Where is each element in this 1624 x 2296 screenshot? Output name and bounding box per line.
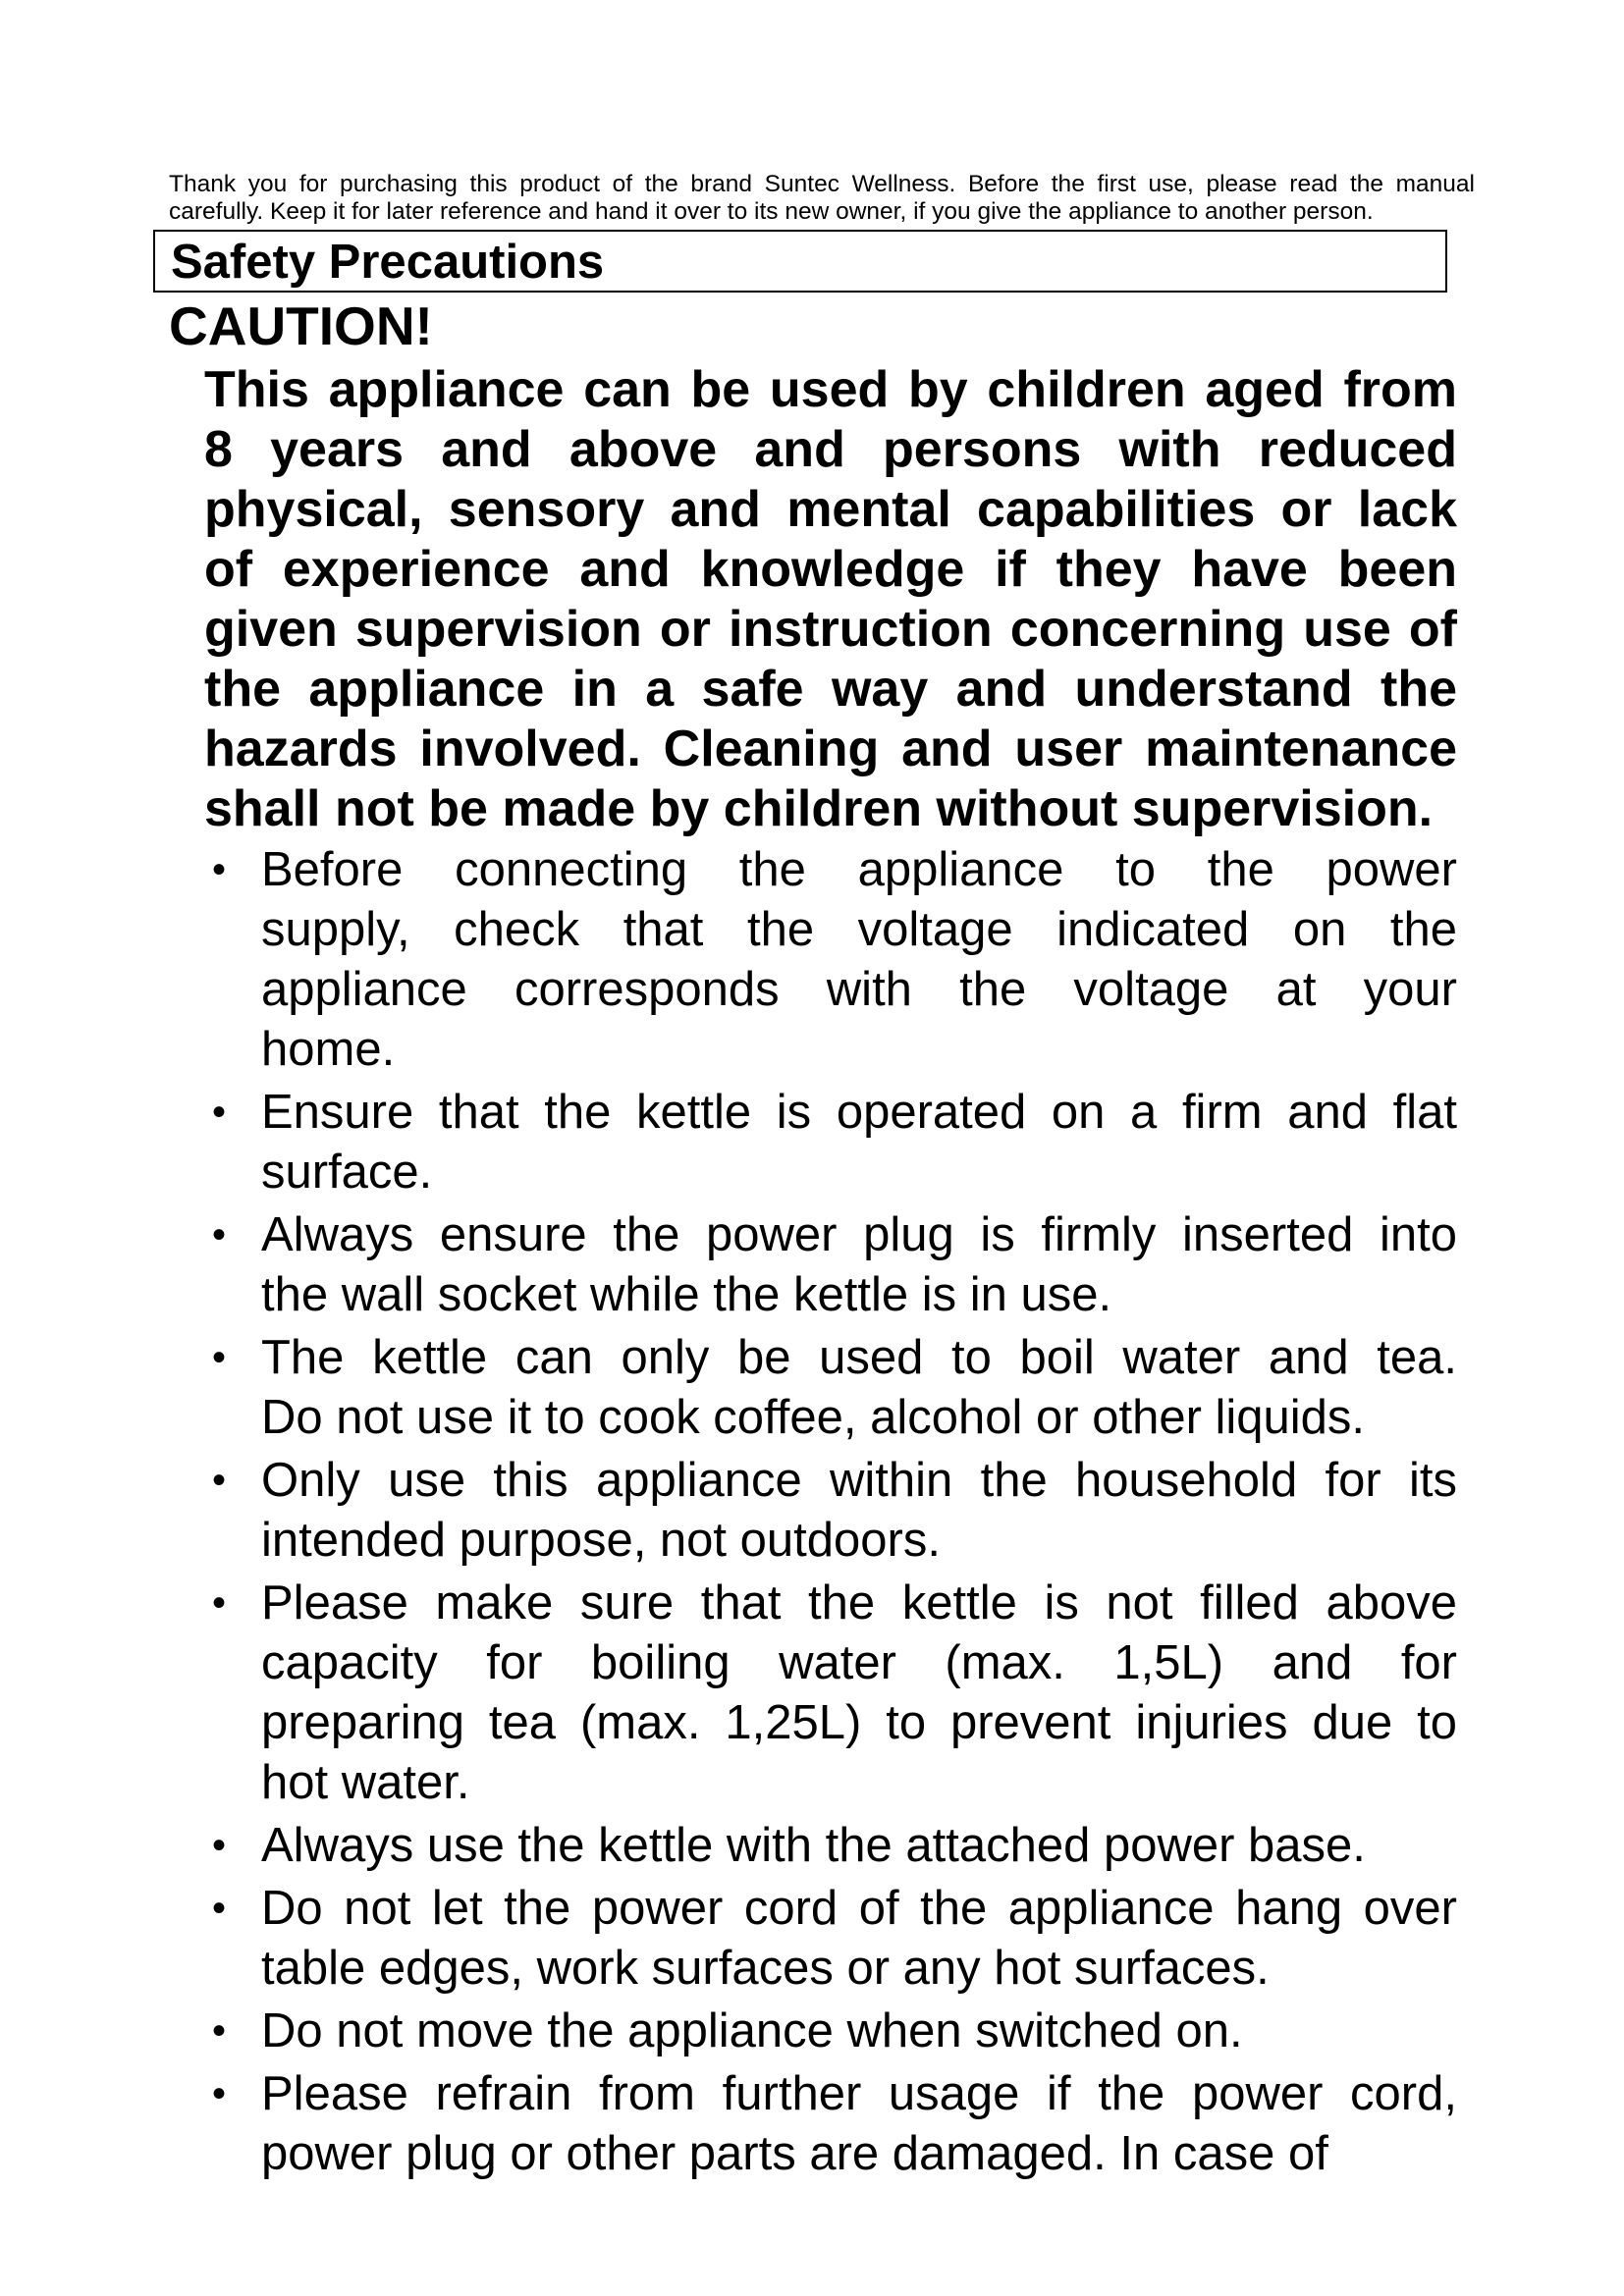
bullet-text-line: power plug or other parts are damaged. In case of xyxy=(261,2127,1328,2180)
safety-bullet-item xyxy=(204,1205,1457,1325)
bullet-text-line: hot water. xyxy=(261,1756,470,1809)
bullet-text-line: Do not move the appliance when switched on. xyxy=(261,2004,1243,2057)
safety-bullet-list xyxy=(204,840,1457,2187)
bullet-text-line: Only use this appliance within the household for its xyxy=(261,1454,1457,1507)
warning-line: hazards involved. Cleaning and user maintenance xyxy=(204,721,1457,777)
bullet-point-icon: • xyxy=(212,1213,227,1256)
section-title: Safety Precautions xyxy=(171,236,605,289)
bullet-point-icon: • xyxy=(212,1336,227,1379)
safety-bullet-item xyxy=(204,2064,1457,2184)
safety-bullet-item xyxy=(204,1451,1457,1571)
warning-line: shall not be made by children without supervision. xyxy=(204,780,1434,837)
bullet-text-line: surface. xyxy=(261,1146,433,1199)
intro-line: carefully. Keep it for later reference and hand it over to its new owner, if you give the appliance to another person. xyxy=(169,198,1374,225)
bullet-text-line: the wall socket while the kettle is in use. xyxy=(261,1268,1112,1321)
caution-warning-paragraph xyxy=(204,360,1457,839)
warning-line: of experience and knowledge if they have been xyxy=(204,541,1457,598)
bullet-point-icon: • xyxy=(212,1887,227,1930)
bullet-text-line: Ensure that the kettle is operated on a firm and flat xyxy=(261,1086,1457,1139)
section-heading-box xyxy=(153,230,1447,293)
bullet-text-line: Always ensure the power plug is firmly inserted into xyxy=(261,1208,1457,1261)
safety-bullet-item xyxy=(204,1083,1457,1202)
bullet-point-icon: • xyxy=(212,1459,227,1502)
bullet-text-line: preparing tea (max. 1,25L) to prevent injuries due to xyxy=(261,1696,1457,1749)
bullet-point-icon: • xyxy=(212,1824,227,1867)
bullet-text-line: table edges, work surfaces or any hot surfaces. xyxy=(261,1942,1270,1995)
bullet-text-line: intended purpose, not outdoors. xyxy=(261,1514,941,1567)
safety-bullet-item xyxy=(204,2002,1457,2061)
safety-bullet-item xyxy=(204,840,1457,1080)
warning-line: This appliance can be used by children aged from xyxy=(204,361,1457,418)
caution-heading: CAUTION! xyxy=(169,295,433,356)
bullet-text-line: Always use the kettle with the attached power base. xyxy=(261,1819,1366,1872)
bullet-text-line: Do not let the power cord of the appliance hang over xyxy=(261,1882,1457,1935)
warning-line: given supervision or instruction concerning use of xyxy=(204,601,1457,658)
bullet-point-icon: • xyxy=(212,1581,227,1625)
bullet-point-icon: • xyxy=(212,2072,227,2115)
bullet-text-line: Do not use it to cook coffee, alcohol or other liquids. xyxy=(261,1391,1366,1444)
bullet-point-icon: • xyxy=(212,1091,227,1134)
warning-line: physical, sensory and mental capabilities or lack xyxy=(204,481,1457,538)
safety-bullet-item xyxy=(204,1816,1457,1876)
bullet-text-line: supply, check that the voltage indicated on the xyxy=(261,903,1457,956)
bullet-text-line: Please make sure that the kettle is not filled above xyxy=(261,1576,1457,1629)
bullet-text-line: Please refrain from further usage if the power cord, xyxy=(261,2067,1457,2120)
bullet-text-line: The kettle can only be used to boil water and tea. xyxy=(261,1331,1457,1384)
warning-line: the appliance in a safe way and understand the xyxy=(204,661,1457,718)
bullet-point-icon: • xyxy=(212,2009,227,2053)
bullet-point-icon: • xyxy=(212,848,227,891)
warning-line: 8 years and above and persons with reduced xyxy=(204,421,1457,478)
bullet-text-line: home. xyxy=(261,1023,396,1076)
intro-paragraph xyxy=(169,171,1475,226)
intro-line: Thank you for purchasing this product of the brand Suntec Wellness. Before the first use, please read the manual xyxy=(169,171,1475,197)
safety-bullet-item xyxy=(204,1328,1457,1448)
safety-bullet-item xyxy=(204,1574,1457,1813)
bullet-text-line: Before connecting the appliance to the power xyxy=(261,843,1457,896)
safety-bullet-item xyxy=(204,1879,1457,1999)
bullet-text-line: capacity for boiling water (max. 1,5L) and for xyxy=(261,1636,1457,1689)
bullet-text-line: appliance corresponds with the voltage at your xyxy=(261,963,1457,1016)
